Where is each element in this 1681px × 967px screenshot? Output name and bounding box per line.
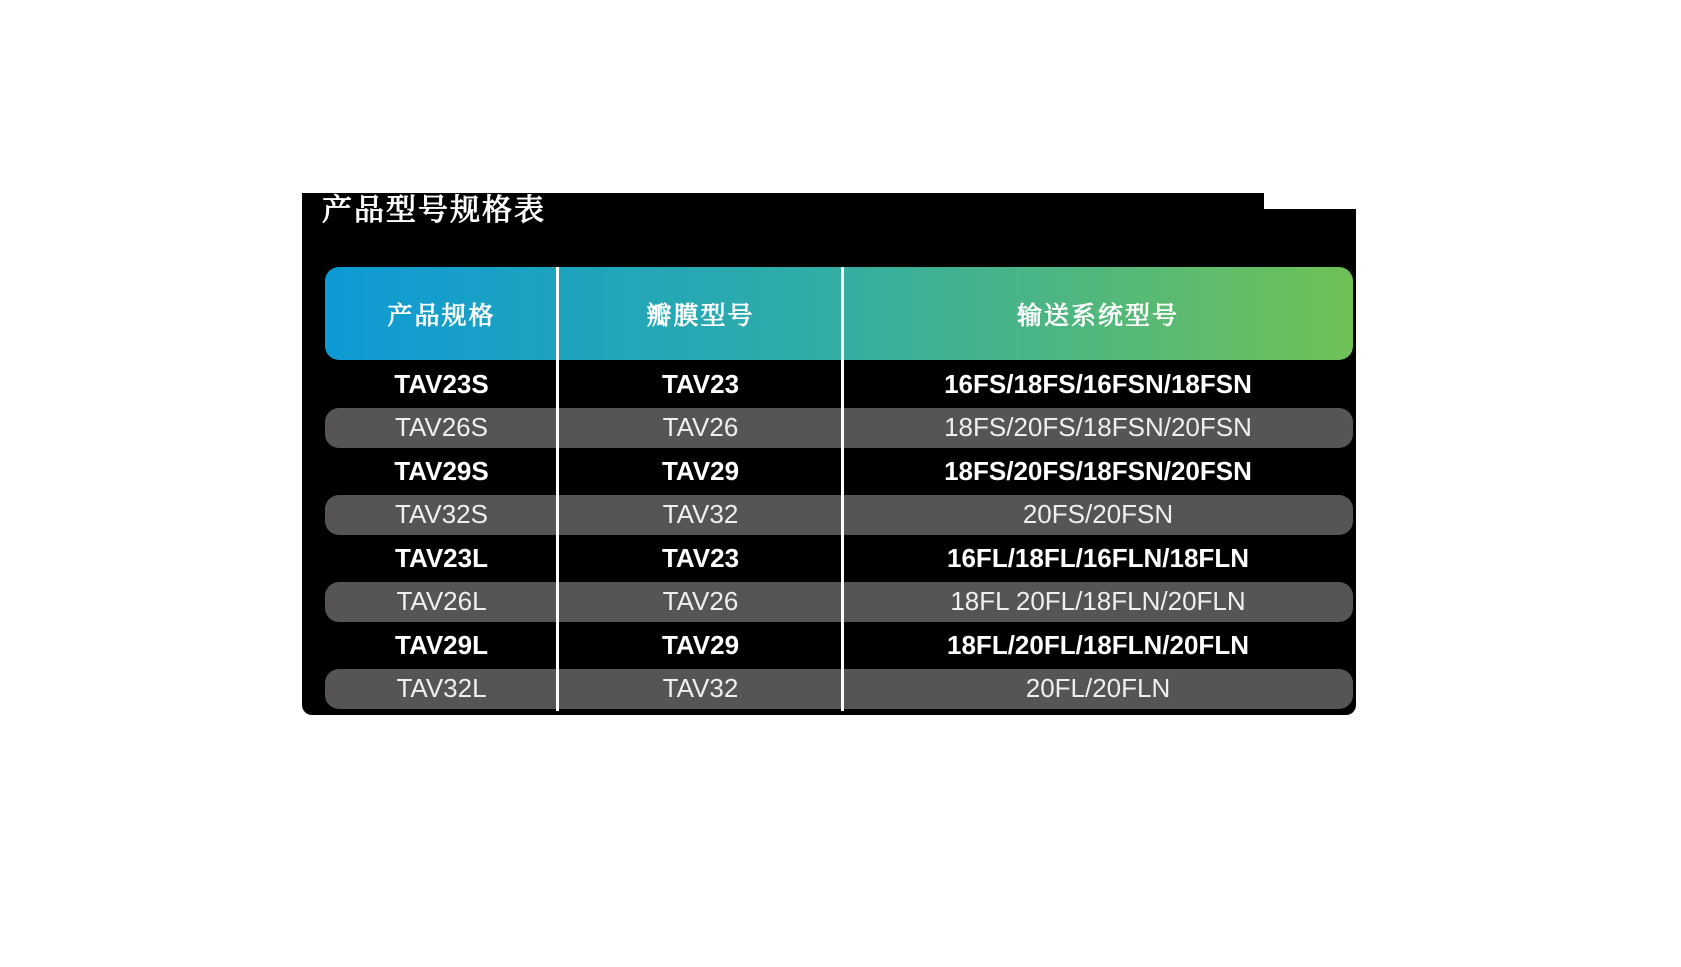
table-row	[325, 408, 1353, 448]
delivery-cell: 16FS/18FS/16FSN/18FSN	[944, 368, 1252, 399]
column-divider-2	[841, 267, 844, 711]
valve-cell: TAV29	[661, 629, 740, 660]
delivery-cell: 18FS/20FS/18FSN/20FSN	[944, 455, 1252, 486]
spec-cell: TAV26L	[396, 586, 487, 616]
table-row	[325, 669, 1353, 709]
table-row	[325, 582, 1353, 622]
spec-cell: TAV29L	[395, 629, 488, 660]
spec-cell: TAV26S	[395, 412, 488, 442]
valve-cell: TAV32	[662, 673, 739, 703]
col-header-product-spec: 产品规格	[387, 301, 496, 330]
spec-cell: TAV32L	[396, 673, 487, 703]
valve-cell: TAV23	[661, 368, 740, 399]
spec-cell: TAV29S	[394, 455, 489, 486]
col-header-valve-model: 瓣膜型号	[646, 301, 755, 330]
spec-cell: TAV23L	[395, 542, 488, 573]
valve-cell: TAV26	[662, 586, 739, 616]
delivery-cell: 18FL 20FL/18FLN/20FLN	[950, 586, 1246, 616]
column-divider-1	[556, 267, 559, 711]
valve-cell: TAV29	[661, 455, 740, 486]
valve-cell: TAV23	[661, 542, 740, 573]
delivery-cell: 20FS/20FSN	[1022, 499, 1174, 529]
valve-cell: TAV32	[662, 499, 739, 529]
delivery-cell: 18FL/20FL/18FLN/20FLN	[947, 629, 1249, 660]
table-row	[325, 451, 1353, 491]
valve-cell: TAV26	[662, 412, 739, 442]
spec-cell: TAV32S	[395, 499, 488, 529]
delivery-cell: 16FL/18FL/16FLN/18FLN	[947, 542, 1249, 573]
delivery-cell: 18FS/20FS/18FSN/20FSN	[944, 412, 1252, 442]
table-row	[325, 538, 1353, 578]
table-row	[325, 625, 1353, 665]
table-header-row	[325, 267, 1353, 360]
delivery-cell: 20FL/20FLN	[1025, 673, 1171, 703]
table-title: 产品型号规格表	[322, 194, 546, 227]
col-header-delivery-system: 输送系统型号	[1016, 301, 1179, 330]
table-body	[325, 364, 1353, 712]
table-row	[325, 364, 1353, 404]
table-title-bar	[302, 193, 1264, 243]
spec-cell: TAV23S	[394, 368, 489, 399]
table-row	[325, 495, 1353, 535]
